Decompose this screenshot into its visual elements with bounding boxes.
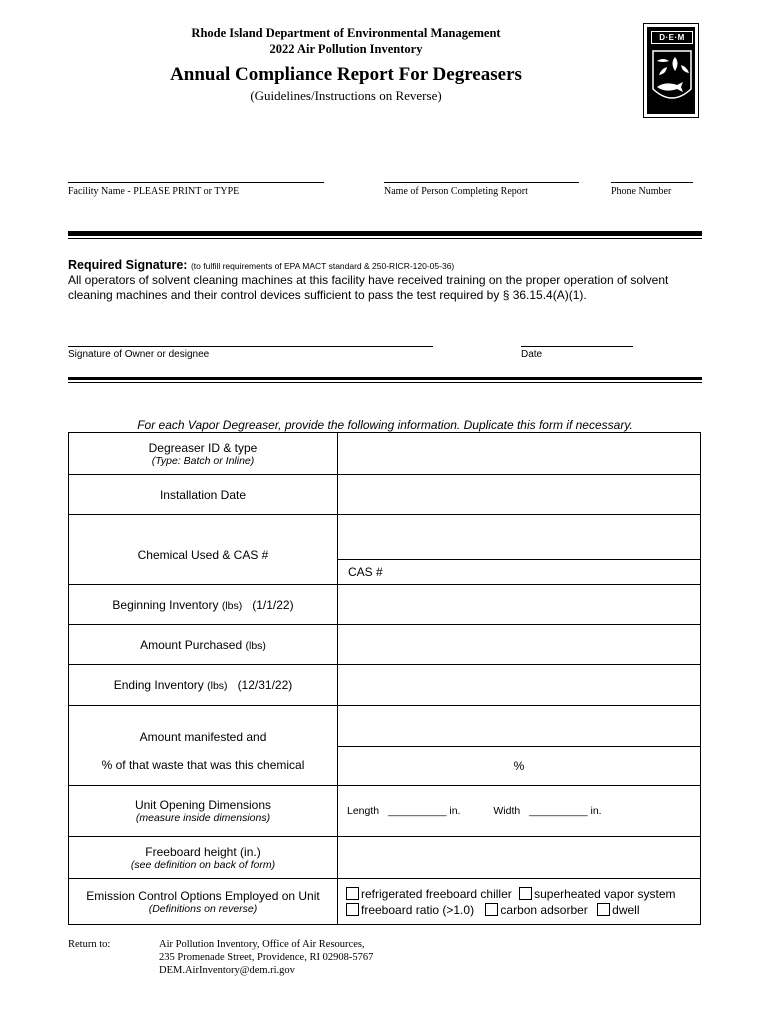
amount-manifested-label: Amount manifested and % of that waste that was this chemical [69, 706, 338, 786]
logo-emblem-icon [647, 27, 697, 116]
section-divider-thin [68, 238, 702, 239]
page-subtitle: (Guidelines/Instructions on Reverse) [250, 88, 442, 103]
signature-label: Signature of Owner or designee [68, 349, 210, 360]
return-label: Return to: [68, 939, 111, 950]
person-completing-line[interactable] [384, 182, 579, 183]
inventory-year: 2022 Air Pollution Inventory [269, 42, 423, 56]
signature-statement: All operators of solvent cleaning machines at this facility have received training on the proper operation of solvent cleaning machines and their control devices sufficient to pass the test required by § 36.15.4(A)(1). [68, 273, 669, 302]
return-address-line1: Air Pollution Inventory, Office of Air Resources, [159, 939, 365, 950]
amount-purchased-label: Amount Purchased (lbs) [69, 625, 338, 665]
freeboard-height-label: Freeboard height (in.) (see definition on back of form) [69, 837, 338, 879]
ending-inventory-label: Ending Inventory (lbs) (12/31/22) [69, 665, 338, 706]
return-address-line2: 235 Promenade Street, Providence, RI 02908-5767 [159, 952, 374, 963]
amount-manifested-field[interactable] [338, 706, 700, 746]
phone-label: Phone Number [611, 186, 672, 197]
section-divider [68, 231, 702, 236]
page-title: Annual Compliance Report For Degreasers [170, 64, 522, 85]
superheated-vapor-checkbox[interactable] [519, 887, 532, 900]
signature-heading [68, 258, 454, 272]
ending-inventory-field[interactable] [338, 665, 701, 706]
facility-name-label: Facility Name - PLEASE PRINT or TYPE [68, 186, 240, 197]
carbon-adsorber-label: carbon adsorber [500, 902, 588, 917]
emission-control-options [338, 879, 701, 925]
freeboard-height-field[interactable] [338, 837, 701, 879]
chemical-used-label: Chemical Used & CAS # [69, 515, 338, 585]
dwell-label: dwell [612, 902, 640, 917]
percent-waste-field[interactable]: % [338, 746, 700, 785]
person-completing-label: Name of Person Completing Report [384, 186, 528, 197]
beginning-inventory-label: Beginning Inventory (lbs) (1/1/22) [69, 585, 338, 625]
installation-date-field[interactable] [338, 475, 701, 515]
section-divider-2 [68, 377, 702, 380]
freeboard-ratio-checkbox[interactable] [346, 903, 359, 916]
beginning-inventory-field[interactable] [338, 585, 701, 625]
degreaser-form-table [68, 432, 701, 925]
unit-opening-label: Unit Opening Dimensions (measure inside dimensions) [69, 786, 338, 837]
cas-number-field[interactable]: CAS # [338, 559, 700, 584]
amount-purchased-field[interactable] [338, 625, 701, 665]
agency-name: Rhode Island Department of Environmental Management [191, 26, 501, 40]
chemical-name-field[interactable] [338, 515, 700, 559]
section-divider-2-thin [68, 382, 702, 383]
degreaser-id-label: Degreaser ID & type (Type: Batch or Inline) [69, 433, 338, 475]
return-email[interactable]: DEM.AirInventory@dem.ri.gov [159, 965, 295, 976]
signature-heading-label: Required Signature: [68, 258, 188, 272]
manifested-field[interactable] [338, 706, 701, 786]
refrigerated-chiller-checkbox[interactable] [346, 887, 359, 900]
refrigerated-chiller-label: refrigerated freeboard chiller [361, 886, 512, 901]
unit-opening-field[interactable]: Length __________ in. Width __________ in. [338, 786, 701, 837]
dem-logo: D·E·M [643, 23, 699, 118]
signature-line[interactable] [68, 346, 433, 347]
width-blank[interactable]: __________ [529, 805, 588, 817]
length-blank[interactable]: __________ [388, 805, 447, 817]
freeboard-ratio-label: freeboard ratio (>1.0) [361, 902, 475, 917]
superheated-vapor-label: superheated vapor system [534, 886, 676, 901]
date-label: Date [521, 349, 543, 360]
phone-line[interactable] [611, 182, 693, 183]
chemical-field[interactable] [338, 515, 701, 585]
degreaser-id-field[interactable] [338, 433, 701, 475]
dwell-checkbox[interactable] [597, 903, 610, 916]
carbon-adsorber-checkbox[interactable] [485, 903, 498, 916]
facility-name-line[interactable] [68, 182, 324, 183]
date-line[interactable] [521, 346, 633, 347]
signature-note: (to fulfill requirements of EPA MACT standard & 250-RICR-120-05-36) [190, 261, 455, 271]
emission-control-label: Emission Control Options Employed on Unit (Definitions on reverse) [69, 879, 338, 925]
installation-date-label: Installation Date [69, 475, 338, 515]
vapor-instructions: For each Vapor Degreaser, provide the following information. Duplicate this form if necessary. [137, 418, 633, 432]
